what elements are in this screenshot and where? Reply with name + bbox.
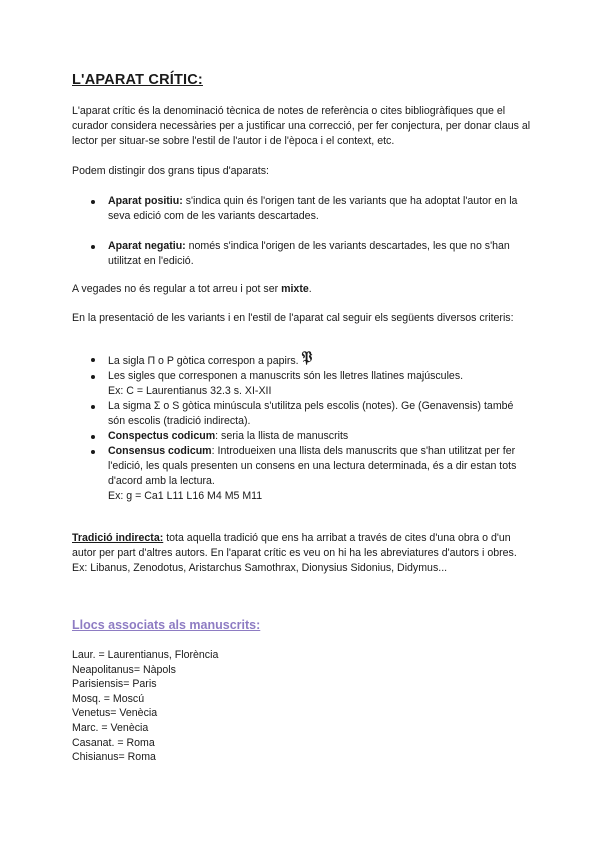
place-item: Neapolitanus= Nàpols — [72, 663, 176, 676]
places-heading: Llocs associats als manuscrits: — [72, 618, 261, 632]
definition-positive: s'indica quin és l'origen tant de les variants que ha adoptat l'autor en la seva edició com de les variants descartades. — [108, 195, 518, 222]
mixed-paragraph — [72, 282, 532, 297]
place-item: Marc. = Venècia — [72, 721, 149, 734]
place-item: Casanat. = Roma — [72, 736, 155, 749]
mixed-term: mixte — [281, 283, 309, 295]
intro-paragraph: L'aparat crític és la denominació tècnica de notes de referència o cites bibliogràfiques que el curador considera necessàries per a justificar una correcció, per fer conjectura, per donar claus al lector per situar-se sobre l'estil de l'autor i de l'època i el context, etc. — [72, 105, 531, 147]
list-item — [0, 369, 530, 399]
definition-negative: només s'indica l'origen de les variants descartades, les que no s'han utilitzat en l'edició. — [108, 240, 510, 267]
list-item — [0, 239, 530, 269]
consensus-example: Ex: g = Ca1 L11 L16 M4 M5 M11 — [108, 490, 263, 502]
list-item — [0, 194, 530, 224]
types-list — [0, 194, 600, 269]
term-positive: Aparat positiu: — [108, 195, 183, 207]
indirect-text: tota aquella tradició que ens ha arribat a través de cites d'una obra o d'un autor per part d'altres autors. En l'aparat crític es veu on hi ha les abreviatures d'autors i obres. Ex: Libanus, Zenodotus, Aristarchus Samothrax, Dionysius Sidonius, Didymus... — [72, 532, 517, 574]
place-item: Chisianus= Roma — [72, 751, 156, 764]
place-item: Parisiensis= Paris — [72, 678, 157, 691]
mixed-text: A vegades no és regular a tot arreu i pot ser — [72, 283, 282, 295]
criteria-papyri: La sigla Π o P gòtica correspon a papirs. — [108, 355, 299, 367]
conspectus-term: Conspectus codicum — [108, 430, 216, 442]
place-item: Laur. = Laurentianus, Florència — [72, 649, 219, 661]
list-item — [0, 444, 530, 504]
page-title: L'APARAT CRÍTIC: — [72, 72, 203, 88]
list-item — [0, 348, 530, 369]
mixed-end: . — [308, 283, 312, 295]
list-item — [0, 399, 530, 429]
conspectus-text: : seria la llista de manuscrits — [215, 430, 349, 442]
criteria-manuscripts: Les sigles que corresponen a manuscrits són les lletres llatines majúscules. — [108, 370, 464, 382]
criteria-scholia: La sigma Σ o S gòtica minúscula s'utilitza pels escolis (notes). Ge (Genavensis) també són escolis (tradició indirecta). — [108, 400, 514, 427]
place-item: Venetus= Venècia — [72, 707, 158, 720]
place-item: Mosq. = Moscú — [72, 692, 145, 705]
types-intro: Podem distingir dos grans tipus d'aparats: — [72, 165, 269, 177]
consensus-term: Consensus codicum — [108, 445, 212, 457]
criteria-list — [0, 348, 600, 504]
gothic-p-icon: 𝔓 — [301, 348, 313, 366]
term-negative: Aparat negatiu: — [108, 240, 186, 252]
criteria-intro: En la presentació de les variants i en l'estil de l'aparat cal seguir els següents diversos criteris: — [72, 312, 514, 324]
list-item — [0, 429, 530, 444]
places-list — [72, 648, 218, 765]
indirect-term: Tradició indirecta: — [72, 532, 164, 544]
consensus-text: : Introdueixen una llista dels manuscrits que s'han utilitzat per fer l'edició, les quals presenten un consens en una lectura determinada, és a dir estan tots d'acord amb la lectura. — [108, 445, 517, 487]
manuscripts-example: Ex: C = Laurentianus 32.3 s. XI-XII — [108, 385, 272, 397]
indirect-paragraph — [72, 531, 532, 576]
